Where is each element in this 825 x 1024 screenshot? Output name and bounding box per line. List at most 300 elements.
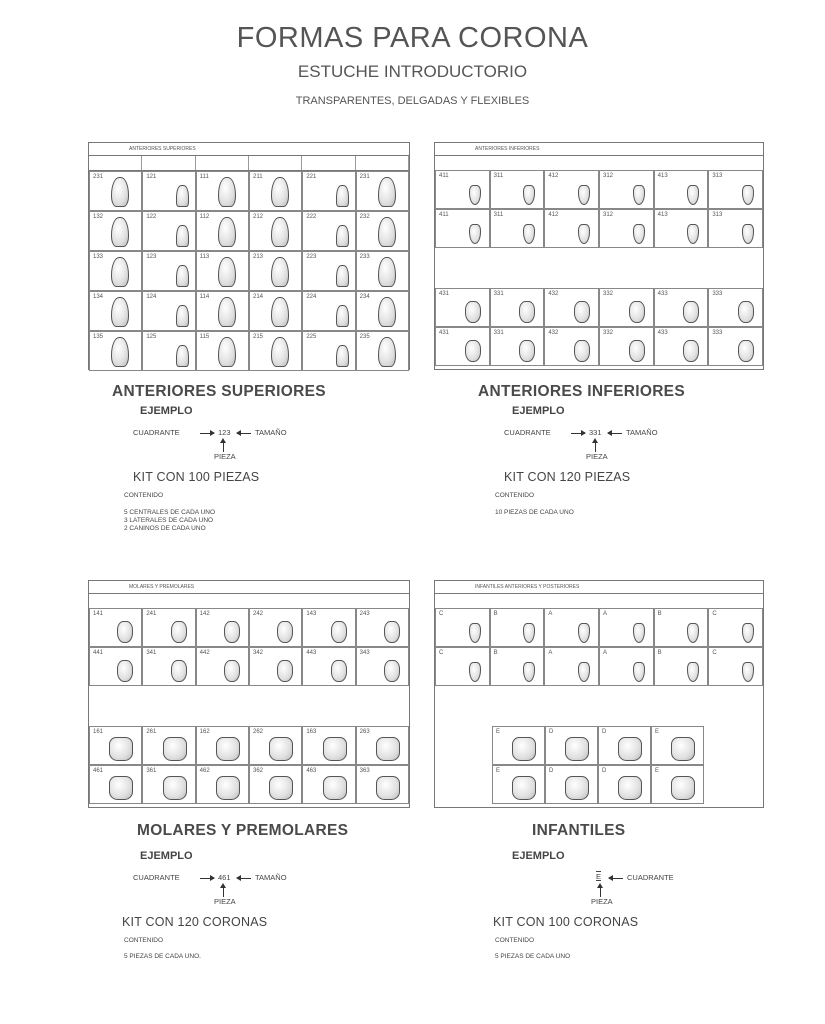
tooth-cell (598, 765, 651, 804)
tooth-crown-icon (336, 185, 349, 207)
contents-item: 3 LATERALES DE CADA UNO (124, 517, 214, 524)
tooth-cell (89, 291, 142, 331)
quadrant-label: CUADRANTE (627, 873, 674, 882)
tooth-crown-icon (176, 225, 189, 247)
panel-title: ANTERIORES INFERIORES (475, 146, 540, 152)
tooth-crown-icon (465, 301, 481, 323)
tooth-crown-icon (578, 662, 590, 682)
tooth-crown-icon (336, 305, 349, 327)
panel-anteriores-superiores (88, 142, 410, 370)
page-title: FORMAS PARA CORONA (236, 22, 589, 54)
panel-title: INFANTILES ANTERIORES Y POSTERIORES (475, 584, 580, 590)
tooth-crown-icon (469, 185, 481, 205)
tooth-code: 162 (199, 729, 210, 735)
tooth-code: 333 (712, 291, 723, 297)
tooth-code: C (439, 650, 444, 656)
tooth-grid-bottom (435, 288, 763, 366)
example-label: EJEMPLO (512, 850, 565, 862)
tooth-cell (708, 327, 763, 366)
tooth-code: 331 (493, 330, 504, 336)
tooth-crown-icon (512, 737, 536, 761)
tooth-code: A (548, 611, 553, 617)
tooth-cell (249, 608, 302, 647)
tooth-cell (599, 209, 654, 248)
tooth-code: 362 (252, 768, 263, 774)
tooth-crown-icon (687, 224, 699, 244)
tooth-crown-icon (523, 185, 535, 205)
tooth-crown-icon (218, 297, 236, 327)
tooth-grid-top (435, 608, 763, 686)
tooth-cell (142, 647, 195, 686)
tooth-code: 142 (199, 611, 210, 617)
tooth-code: 241 (146, 611, 157, 617)
tooth-code: 412 (548, 212, 559, 218)
arrow-left-icon (237, 433, 251, 434)
panel-molares (88, 580, 410, 808)
tooth-crown-icon (271, 257, 289, 287)
section-title: INFANTILES (532, 822, 626, 839)
tooth-code: 333 (712, 330, 723, 336)
tooth-code: 232 (359, 214, 370, 220)
tooth-crown-icon (277, 621, 293, 643)
tooth-cell (545, 765, 598, 804)
tooth-cell (490, 288, 545, 327)
tooth-cell (356, 726, 409, 765)
tooth-crown-icon (633, 185, 645, 205)
tooth-cell (599, 288, 654, 327)
tooth-code: D (549, 768, 554, 774)
tooth-cell (490, 647, 545, 686)
tooth-code: 311 (493, 173, 504, 179)
tooth-code: 343 (359, 650, 370, 656)
tooth-cell (708, 170, 763, 209)
tooth-code: 231 (359, 174, 370, 180)
tooth-code: 161 (93, 729, 104, 735)
tooth-cell (654, 608, 709, 647)
tooth-crown-icon (218, 217, 236, 247)
tooth-code: 411 (439, 173, 449, 179)
tooth-code: 214 (252, 294, 263, 300)
tooth-crown-icon (336, 265, 349, 287)
tooth-code: 441 (93, 650, 104, 656)
tooth-code: D (602, 729, 607, 735)
tooth-code: D (549, 729, 554, 735)
tooth-cell (89, 647, 142, 686)
tooth-cell (302, 331, 355, 371)
tooth-cell (302, 608, 355, 647)
tooth-code: 462 (199, 768, 210, 774)
tooth-cell (302, 291, 355, 331)
tooth-cell (544, 288, 599, 327)
size-label: TAMAÑO (626, 428, 658, 437)
tooth-crown-icon (218, 337, 236, 367)
piece-label: PIEZA (591, 897, 613, 906)
tooth-cell (142, 765, 195, 804)
tooth-cell (492, 726, 545, 765)
tooth-crown-icon (742, 662, 754, 682)
tooth-code: 411 (439, 212, 449, 218)
tooth-crown-icon (565, 737, 589, 761)
contents-item: 5 PIEZAS DE CADA UNO (495, 953, 571, 960)
arrow-up-icon (223, 440, 224, 452)
tooth-code: B (657, 650, 662, 656)
grid-gap (89, 686, 409, 726)
tooth-code: 234 (359, 294, 370, 300)
tooth-code: B (657, 611, 662, 617)
kit-label: KIT CON 120 CORONAS (122, 915, 268, 929)
tooth-crown-icon (336, 345, 349, 367)
tooth-crown-icon (671, 776, 695, 800)
tooth-crown-icon (109, 737, 133, 761)
tooth-cell (142, 331, 195, 371)
tooth-code: 125 (146, 334, 157, 340)
tooth-cell (435, 209, 490, 248)
tooth-cell (435, 647, 490, 686)
tooth-crown-icon (683, 340, 699, 362)
tooth-code: 331 (493, 291, 504, 297)
tooth-cell (544, 209, 599, 248)
tooth-cell (142, 291, 195, 331)
tooth-cell (544, 170, 599, 209)
tooth-crown-icon (176, 265, 189, 287)
tooth-code: 311 (493, 212, 504, 218)
column-header (142, 156, 195, 170)
tooth-code: A (603, 611, 608, 617)
tooth-code: 224 (306, 294, 317, 300)
tooth-cell (654, 170, 709, 209)
tooth-cell (196, 331, 249, 371)
tooth-crown-icon (574, 301, 590, 323)
tooth-crown-icon (271, 337, 289, 367)
tooth-code: 212 (252, 214, 263, 220)
tooth-code: 263 (359, 729, 370, 735)
tooth-code: 135 (93, 334, 104, 340)
tooth-crown-icon (519, 301, 535, 323)
tooth-code: 213 (252, 254, 263, 260)
grid-gap (435, 686, 763, 726)
code-example: 331 (589, 428, 602, 437)
tooth-cell (89, 251, 142, 291)
tooth-code: D (602, 768, 607, 774)
tooth-cell (356, 211, 409, 251)
tooth-code: 431 (439, 291, 450, 297)
panel-anteriores-inferiores (434, 142, 764, 370)
contents-label: CONTENIDO (124, 492, 163, 499)
tooth-crown-icon (378, 337, 396, 367)
contents-label: CONTENIDO (495, 937, 534, 944)
tooth-cell (435, 170, 490, 209)
tooth-code: 122 (146, 214, 157, 220)
tooth-code: 163 (306, 729, 317, 735)
tooth-crown-icon (331, 660, 347, 682)
tooth-cell (654, 327, 709, 366)
tooth-cell (356, 331, 409, 371)
tooth-cell (89, 211, 142, 251)
tooth-cell (196, 608, 249, 647)
tooth-code: 332 (603, 291, 614, 297)
tooth-crown-icon (574, 340, 590, 362)
tooth-code: 443 (306, 650, 317, 656)
tooth-crown-icon (216, 737, 240, 761)
tooth-cell (302, 251, 355, 291)
tooth-cell (651, 765, 704, 804)
tooth-crown-icon (218, 257, 236, 287)
example-label: EJEMPLO (512, 405, 565, 417)
quadrant-label: CUADRANTE (133, 873, 180, 882)
tooth-cell (302, 171, 355, 211)
tooth-crown-icon (378, 257, 396, 287)
tooth-crown-icon (378, 217, 396, 247)
piece-label: PIEZA (586, 452, 608, 461)
tooth-cell (598, 726, 651, 765)
tooth-crown-icon (176, 345, 189, 367)
tooth-cell (435, 288, 490, 327)
tooth-code: 223 (306, 254, 317, 260)
tooth-crown-icon (512, 776, 536, 800)
tooth-crown-icon (469, 662, 481, 682)
panel-header (89, 581, 409, 594)
quadrant-label: CUADRANTE (133, 428, 180, 437)
tooth-cell (599, 608, 654, 647)
tooth-crown-icon (163, 776, 187, 800)
panel-header (435, 143, 763, 156)
tooth-crown-icon (469, 623, 481, 643)
tooth-crown-icon (523, 662, 535, 682)
tooth-cell (89, 608, 142, 647)
arrow-up-icon (600, 885, 601, 897)
tooth-crown-icon (738, 301, 754, 323)
contents-item: 10 PIEZAS DE CADA UNO (495, 509, 574, 516)
tooth-crown-icon (469, 224, 481, 244)
tooth-cell (490, 209, 545, 248)
arrow-right-icon (200, 878, 214, 879)
tooth-cell (544, 608, 599, 647)
tooth-cell (142, 726, 195, 765)
tooth-code: 413 (657, 173, 668, 179)
tooth-code: 433 (657, 330, 668, 336)
tooth-cell (302, 726, 355, 765)
arrow-left-icon (609, 878, 623, 879)
tooth-crown-icon (269, 776, 293, 800)
tooth-crown-icon (465, 340, 481, 362)
page-tagline: TRANSPARENTES, DELGADAS Y FLEXIBLES (295, 95, 530, 107)
tooth-code: 442 (199, 650, 210, 656)
tooth-crown-icon (384, 621, 400, 643)
tooth-code: 242 (252, 611, 263, 617)
tooth-code: 124 (146, 294, 157, 300)
tooth-code: 463 (306, 768, 317, 774)
tooth-code: 432 (548, 330, 559, 336)
tooth-code: 114 (199, 294, 210, 300)
tooth-code: E (496, 768, 501, 774)
column-header (89, 156, 142, 170)
column-header (356, 156, 409, 170)
tooth-cell (708, 608, 763, 647)
tooth-code: A (603, 650, 608, 656)
tooth-code: 261 (146, 729, 157, 735)
tooth-code: 461 (93, 768, 104, 774)
tooth-code: 115 (199, 334, 210, 340)
code-example: 461 (218, 873, 231, 882)
arrow-up-icon (595, 440, 596, 452)
tooth-code: 312 (603, 212, 614, 218)
tooth-cell (249, 331, 302, 371)
tooth-cell (249, 765, 302, 804)
panel-header (89, 143, 409, 156)
tooth-crown-icon (523, 623, 535, 643)
example-label: EJEMPLO (140, 850, 193, 862)
tooth-cell (356, 608, 409, 647)
tooth-crown-icon (633, 662, 645, 682)
tooth-cell (249, 647, 302, 686)
tooth-code: 134 (93, 294, 104, 300)
kit-label: KIT CON 120 PIEZAS (504, 470, 631, 484)
tooth-cell (196, 211, 249, 251)
tooth-crown-icon (323, 737, 347, 761)
tooth-crown-icon (687, 662, 699, 682)
section-title: MOLARES Y PREMOLARES (137, 822, 349, 839)
tooth-code: 133 (93, 254, 104, 260)
tooth-cell (356, 647, 409, 686)
kit-label: KIT CON 100 PIEZAS (133, 470, 260, 484)
tooth-crown-icon (742, 224, 754, 244)
panel-title: ANTERIORES SUPERIORES (129, 146, 196, 152)
tooth-grid-bottom (89, 726, 409, 804)
tooth-cell (196, 171, 249, 211)
tooth-code: 313 (712, 173, 723, 179)
tooth-crown-icon (578, 623, 590, 643)
tooth-code: E (655, 729, 660, 735)
tooth-crown-icon (742, 185, 754, 205)
tooth-cell (435, 327, 490, 366)
tooth-crown-icon (224, 621, 240, 643)
tooth-cell (89, 171, 142, 211)
tooth-crown-icon (738, 340, 754, 362)
tooth-crown-icon (336, 225, 349, 247)
tooth-code: E (496, 729, 501, 735)
tooth-code: 361 (146, 768, 157, 774)
tooth-cell (89, 765, 142, 804)
tooth-code: 243 (359, 611, 370, 617)
tooth-cell (708, 288, 763, 327)
tooth-crown-icon (109, 776, 133, 800)
tooth-crown-icon (687, 185, 699, 205)
tooth-grid (89, 171, 409, 371)
tooth-code: 433 (657, 291, 668, 297)
tooth-crown-icon (117, 621, 133, 643)
tooth-crown-icon (618, 737, 642, 761)
tooth-cell (249, 726, 302, 765)
tooth-crown-icon (618, 776, 642, 800)
tooth-code: 412 (548, 173, 559, 179)
example-label: EJEMPLO (140, 405, 193, 417)
size-label: TAMAÑO (255, 873, 287, 882)
contents-label: CONTENIDO (124, 937, 163, 944)
tooth-code: 313 (712, 212, 723, 218)
tooth-code: 113 (199, 254, 210, 260)
tooth-crown-icon (378, 297, 396, 327)
tooth-crown-icon (376, 776, 400, 800)
tooth-code: C (712, 650, 717, 656)
tooth-cell (654, 647, 709, 686)
tooth-cell (249, 211, 302, 251)
tooth-code: E (655, 768, 660, 774)
tooth-code: 332 (603, 330, 614, 336)
piece-label: PIEZA (214, 897, 236, 906)
tooth-crown-icon (376, 737, 400, 761)
tooth-cell (356, 291, 409, 331)
tooth-cell (544, 647, 599, 686)
contents-item: 5 CENTRALES DE CADA UNO (124, 509, 216, 516)
tooth-code: 132 (93, 214, 104, 220)
tooth-code: 312 (603, 173, 614, 179)
section-title: ANTERIORES SUPERIORES (112, 383, 326, 400)
tooth-crown-icon (331, 621, 347, 643)
tooth-crown-icon (111, 297, 129, 327)
tooth-cell (708, 209, 763, 248)
tooth-code: 225 (306, 334, 317, 340)
tooth-crown-icon (117, 660, 133, 682)
panel-header (435, 581, 763, 594)
grid-gap (435, 248, 763, 288)
arrow-left-icon (237, 878, 251, 879)
tooth-code: 262 (252, 729, 263, 735)
tooth-code: 123 (146, 254, 157, 260)
tooth-crown-icon (224, 660, 240, 682)
tooth-cell (142, 251, 195, 291)
tooth-crown-icon (629, 340, 645, 362)
tooth-crown-icon (171, 660, 187, 682)
tooth-cell (599, 170, 654, 209)
tooth-crown-icon (523, 224, 535, 244)
tooth-code: A (548, 650, 553, 656)
code-example: E (596, 872, 602, 881)
tooth-cell (142, 171, 195, 211)
tooth-code: C (439, 611, 444, 617)
tooth-grid-bottom (492, 726, 704, 804)
tooth-cell (435, 608, 490, 647)
tooth-cell (302, 211, 355, 251)
tooth-cell (490, 608, 545, 647)
tooth-code: 112 (199, 214, 210, 220)
tooth-code: 222 (306, 214, 317, 220)
tooth-cell (544, 327, 599, 366)
column-header (302, 156, 355, 170)
page-subtitle: ESTUCHE INTRODUCTORIO (297, 62, 528, 81)
code-example: 123 (218, 428, 231, 437)
tooth-code: 363 (359, 768, 370, 774)
tooth-crown-icon (687, 623, 699, 643)
tooth-cell (196, 251, 249, 291)
arrow-right-icon (571, 433, 585, 434)
tooth-crown-icon (629, 301, 645, 323)
tooth-cell (356, 251, 409, 291)
tooth-cell (249, 291, 302, 331)
tooth-cell (89, 331, 142, 371)
tooth-cell (142, 608, 195, 647)
contents-label: CONTENIDO (495, 492, 534, 499)
tooth-code: 233 (359, 254, 370, 260)
tooth-crown-icon (111, 257, 129, 287)
panel-infantiles (434, 580, 764, 808)
tooth-code: B (493, 650, 498, 656)
tooth-crown-icon (111, 177, 129, 207)
tooth-cell (492, 765, 545, 804)
tooth-crown-icon (277, 660, 293, 682)
tooth-code: C (712, 611, 717, 617)
tooth-crown-icon (218, 177, 236, 207)
tooth-crown-icon (176, 185, 189, 207)
